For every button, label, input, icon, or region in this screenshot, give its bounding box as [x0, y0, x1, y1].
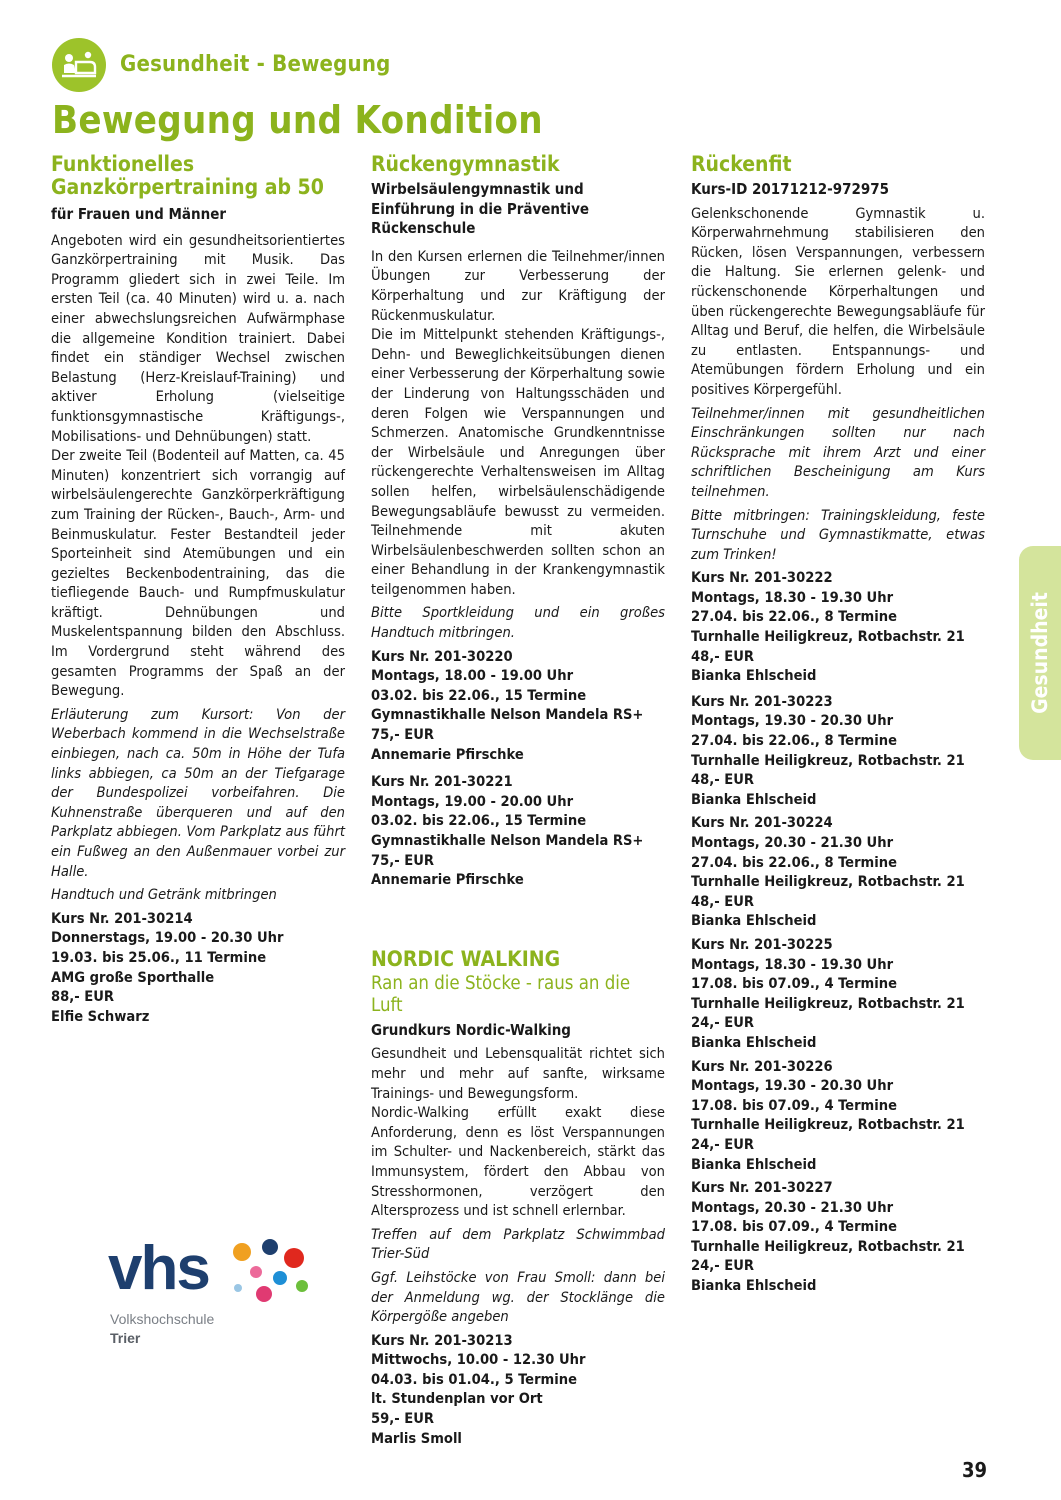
course-instructor: Bianka Ehlscheid — [691, 1277, 817, 1295]
course-instructor: Bianka Ehlscheid — [691, 790, 817, 808]
course-title: Rückenfit — [691, 152, 792, 176]
course-details — [691, 692, 985, 810]
course-description: Gelenkschonende Gymnastik u. Körperwahrnehmung stabilisieren den Rücken, lösen Verspannungen, verbessern die Haltung. Sie erlernen gelenk- und rückenschonende Körperhaltungen und üben rückengerechte Bewegungsabläufe für Alltag und Beruf, die helfen, die Wirbelsäule zu entlasten. Entspannungs- und Atemübungen fördern Erholung und ein positives Körpergefühl. — [691, 204, 985, 398]
course-dates: 19.03. bis 25.06., 11 Termine — [51, 948, 267, 966]
course-poles-note: Ggf. Leihstöcke von Frau Smoll: dann bei der Anmeldung wg. der Stocklänge die Körpergöße angeben — [371, 1268, 665, 1326]
nordic-walking-subtitle: Ran an die Stöcke - raus an die Luft — [371, 972, 631, 1016]
course-instructor: Marlis Smoll — [371, 1429, 462, 1447]
course-details — [691, 1178, 985, 1296]
course-bring-note: Bitte mitbringen: Trainingskleidung, feste Turnschuhe und Gymnastikmatte, etwas zum Trinken! — [691, 506, 985, 563]
course-directions: Erläuterung zum Kursort: Von der Weberbach kommend in die Wechselstraße einbiegen, nach ca. 50m in Höhe der Tufa links abbiegen, ca 50m an der Tiefgarage der Bundespolizei vorbeifahren. Die Kuhnenstraße überqueren und auf den Parkplatz abbiegen. Vom Parkplatz aus führt ein Fußweg an den Außenmauer vorbei zur Halle. — [51, 705, 345, 880]
course-number: Kurs Nr. 201-30223 — [691, 692, 833, 710]
course-description: Angeboten wird ein gesundheitsorientiertes Ganzkörpertraining mit Musik. Das Programm gliedert sich in zwei Teile. Im ersten Teil (ca. 40 Minuten) wird u. a. nach einer abwechslungsreichen Aufwärmphase die allgemeine Kondition trainiert. Dabei findet ein ständiger Wechsel zwischen Belastung (Herz-Kreislauf-Training) und aktiver Erholung (vielseitige funktionsgymnastische Kräftigungs-, Mobilisations- und Dehnübungen) statt. — [51, 231, 345, 445]
course-schedule: Donnerstags, 19.00 - 20.30 Uhr — [51, 929, 284, 947]
course-bring-note: Bitte Sportkleidung und ein großes Handtuch mitbringen. — [371, 604, 665, 642]
course-schedule: Montags, 20.30 - 21.30 Uhr — [691, 834, 894, 851]
course-price: 75,- EUR — [371, 726, 435, 744]
course-instructor: Annemarie Pfirschke — [371, 871, 524, 889]
page-number: 39 — [962, 1458, 988, 1482]
course-number: Kurs Nr. 201-30214 — [51, 909, 193, 927]
course-price: 59,- EUR — [371, 1410, 435, 1428]
course-price: 88,- EUR — [51, 988, 115, 1006]
health-section-icon — [52, 38, 106, 92]
course-number: Kurs Nr. 201-30222 — [691, 569, 833, 587]
course-id: Kurs-ID 20171212-972975 — [691, 180, 890, 198]
course-description: Gesundheit und Lebensqualität richtet sich mehr und mehr auf sanfte, wirksame Trainings- und Bewegungsform. — [371, 1045, 665, 1102]
course-price: 48,- EUR — [691, 647, 755, 665]
course-dates: 27.04. bis 22.06., 8 Termine — [691, 853, 897, 871]
course-column-2 — [371, 153, 665, 1448]
course-instructor: Bianka Ehlscheid — [691, 912, 817, 930]
course-schedule: Montags, 18.30 - 19.30 Uhr — [691, 955, 894, 973]
course-number: Kurs Nr. 201-30220 — [371, 647, 513, 665]
course-schedule: Montags, 18.30 - 19.30 Uhr — [691, 588, 894, 606]
course-column-1 — [51, 153, 345, 1026]
course-dates: 17.08. bis 07.09., 4 Termine — [691, 975, 897, 993]
course-schedule: Montags, 18.00 - 19.00 Uhr — [371, 667, 574, 685]
course-number: Kurs Nr. 201-30221 — [371, 773, 513, 791]
course-instructor: Bianka Ehlscheid — [691, 1155, 817, 1173]
course-instructor: Bianka Ehlscheid — [691, 1033, 817, 1051]
course-details — [691, 935, 985, 1053]
vhs-logo-city: Trier — [110, 1330, 141, 1346]
vhs-logo-wordmark: vhs — [108, 1234, 209, 1303]
course-price: 24,- EUR — [691, 1014, 755, 1032]
course-instructor: Annemarie Pfirschke — [371, 745, 524, 763]
course-location: Turnhalle Heiligkreuz, Rotbachstr. 21 — [691, 751, 965, 769]
course-details — [691, 813, 985, 931]
course-schedule: Montags, 19.00 - 20.00 Uhr — [371, 792, 574, 810]
course-number: Kurs Nr. 201-30224 — [691, 814, 833, 832]
course-number: Kurs Nr. 201-30213 — [371, 1331, 513, 1349]
vhs-logo-dots-icon — [230, 1238, 314, 1310]
course-column-3 — [691, 153, 985, 1296]
course-schedule: Mittwochs, 10.00 - 12.30 Uhr — [371, 1351, 586, 1369]
course-title: Rückengymnastik — [371, 152, 560, 176]
course-dates: 03.02. bis 22.06., 15 Termine — [371, 686, 587, 704]
course-dates: 04.03. bis 01.04., 5 Termine — [371, 1370, 577, 1388]
course-bring-note: Handtuch und Getränk mitbringen — [51, 886, 277, 904]
course-dates: 17.08. bis 07.09., 4 Termine — [691, 1218, 897, 1236]
course-description-2: Der zweite Teil (Bodenteil auf Matten, ca. 45 Minuten) konzentriert sich vorrangig auf wirbelsäulengerechte Ganzkörperkräftigung zum Training der Rücken-, Bauch-, Arm- und Beinmuskulatur. Fester Bestandteil jeder Sporteinheit sind Atemübungen und ein gezieltes Beckenbodentraining, das die tiefliegende Bauch- und Rumpfmuskulatur kräftigt. Dehnübungen und Muskelentspannung bilden den Abschluss. Im Vordergrund steht während des gesamten Programms der Spaß an der Bewegung. — [51, 447, 345, 700]
course-instructor: Elfie Schwarz — [51, 1007, 150, 1025]
course-audience: für Frauen und Männer — [51, 205, 227, 223]
course-description-2: Die im Mittelpunkt stehenden Kräftigungs-, Dehn- und Beweglichkeitsübungen dienen einer Verbesserung der Körperhaltung sowie der Linderung von Haltungsschäden und deren Folgen wie Verspannungen und Schmerzen. Anatomische Grundkenntnisse der Wirbelsäule und Anregungen über rückengerechte Verhaltensweisen im Alltag sollen helfen, wirbelsäulenschädigende Bewegungsabläufe bewusst zu vermeiden. Teilnehmende mit akuten Wirbelsäulenbeschwerden sollten schon an einer Behandlung in der Krankengymnastik teilgenommen haben. — [371, 326, 665, 598]
course-schedule: Montags, 19.30 - 20.30 Uhr — [691, 712, 894, 730]
course-number: Kurs Nr. 201-30226 — [691, 1057, 833, 1075]
course-location: Turnhalle Heiligkreuz, Rotbachstr. 21 — [691, 873, 965, 891]
course-details — [371, 647, 665, 765]
course-price: 24,- EUR — [691, 1135, 755, 1153]
course-location: Gymnastikhalle Nelson Mandela RS+ — [371, 706, 644, 724]
course-details — [691, 1057, 985, 1175]
course-description-2: Nordic-Walking erfüllt exakt diese Anforderung, denn es löst Verspannungen im Schulter- und Nackenbereich, stärkt das Immunsystem, fördert den Abbau von Stresshormonen, verzögert den Altersprozess und ist schnell erlernbar. — [371, 1104, 665, 1220]
course-dates: 17.08. bis 07.09., 4 Termine — [691, 1096, 897, 1114]
course-schedule: Montags, 19.30 - 20.30 Uhr — [691, 1077, 894, 1095]
course-details — [51, 909, 345, 1027]
section-label: Gesundheit - Bewegung — [120, 52, 391, 77]
course-price: 24,- EUR — [691, 1257, 755, 1275]
course-location: Turnhalle Heiligkreuz, Rotbachstr. 21 — [691, 1237, 965, 1255]
course-location: Turnhalle Heiligkreuz, Rotbachstr. 21 — [691, 628, 965, 646]
course-subtitle: Grundkurs Nordic-Walking — [371, 1020, 571, 1039]
course-health-note: Teilnehmer/innen mit gesundheitlichen Einschränkungen sollten nur nach Rücksprache mit ihrem Arzt und einer schriftlichen Bescheinigung am Kurs teilnehmen. — [691, 404, 985, 500]
vhs-logo-name: Volkshochschule — [110, 1311, 215, 1327]
course-meeting-point: Treffen auf dem Parkplatz Schwimmbad Trier-Süd — [371, 1225, 665, 1263]
course-number: Kurs Nr. 201-30227 — [691, 1179, 833, 1197]
course-details — [371, 1331, 665, 1449]
course-instructor: Bianka Ehlscheid — [691, 667, 817, 685]
course-price: 48,- EUR — [691, 892, 755, 910]
course-details — [371, 772, 665, 890]
course-location: Turnhalle Heiligkreuz, Rotbachstr. 21 — [691, 994, 965, 1012]
course-price: 48,- EUR — [691, 771, 755, 789]
course-dates: 03.02. bis 22.06., 15 Termine — [371, 812, 587, 830]
course-location: Gymnastikhalle Nelson Mandela RS+ — [371, 832, 644, 849]
course-number: Kurs Nr. 201-30225 — [691, 935, 833, 953]
side-tab-label: Gesundheit — [1028, 592, 1052, 714]
course-schedule: Montags, 20.30 - 21.30 Uhr — [691, 1198, 894, 1216]
course-subtitle: Wirbelsäulengymnastik und Einführung in die Präventive Rückenschule — [371, 180, 590, 238]
nordic-walking-title: NORDIC WALKING — [371, 946, 561, 971]
course-dates: 27.04. bis 22.06., 8 Termine — [691, 732, 897, 750]
side-tab-gesundheit — [1019, 546, 1061, 760]
vhs-logo — [108, 1234, 318, 1348]
course-location: Turnhalle Heiligkreuz, Rotbachstr. 21 — [691, 1116, 965, 1134]
course-description: In den Kursen erlernen die Teilnehmer/innen Übungen zur Verbesserung der Körperhaltung und zur Kräftigung der Rückenmuskulatur. — [371, 247, 665, 324]
course-details — [691, 568, 985, 686]
course-title: Funktionelles Ganzkörpertraining ab 50 — [51, 152, 324, 199]
page-title: Bewegung und Kondition — [52, 98, 543, 142]
course-location: AMG große Sporthalle — [51, 968, 215, 986]
course-location: lt. Stundenplan vor Ort — [371, 1390, 543, 1408]
course-price: 75,- EUR — [371, 851, 435, 869]
course-dates: 27.04. bis 22.06., 8 Termine — [691, 608, 897, 626]
